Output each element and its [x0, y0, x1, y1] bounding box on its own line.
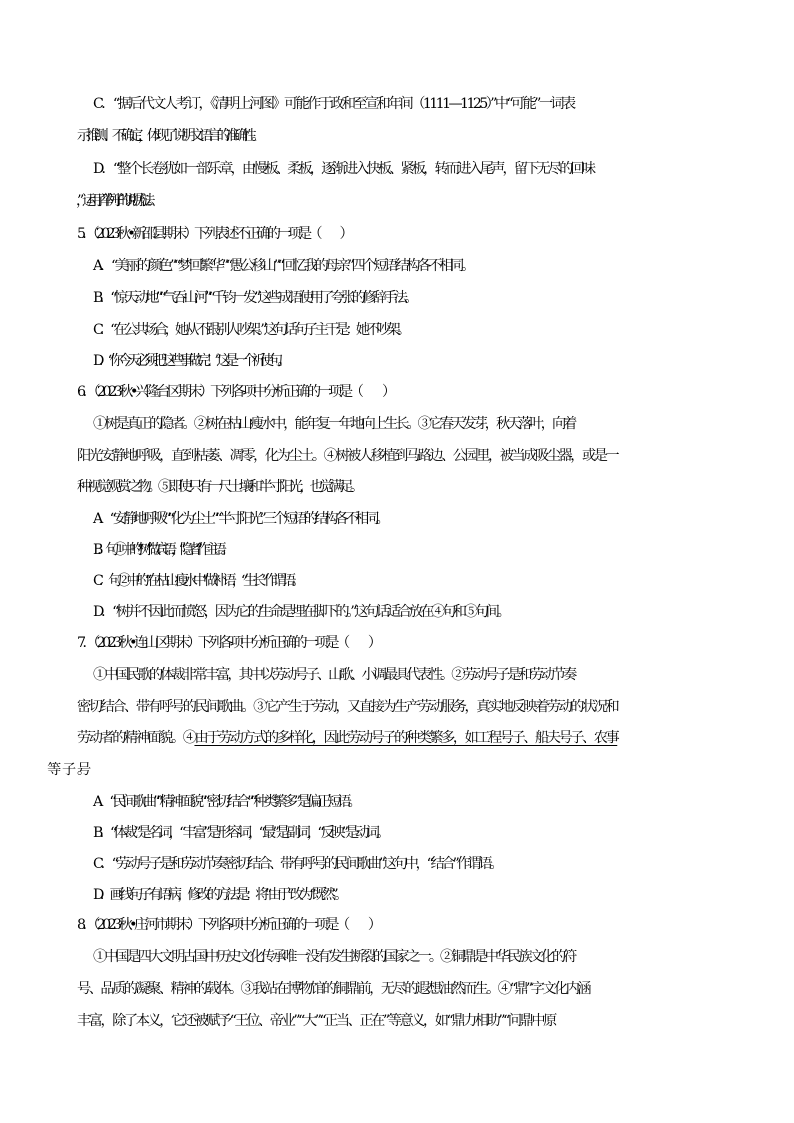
- underlined-sentence: 由于劳动方式的多样化，因此劳动号子的种类繁多，如工程号子、船夫号子、农事: [194, 730, 618, 746]
- q6-option-d: D．“树并不因此而愤怒，因为它的生命是埋在脚下的。”这句话适合放在④句和⑤句间。: [93, 604, 508, 620]
- q6-passage-line2: 阳光安静地呼吸，直到枯萎、凋零，化为尘土。④树被人移植到马路边、公园里，被当成吸尘器，或是一: [77, 448, 618, 464]
- q6-option-c: C．句②中的“在枯山瘦水中”做补语，“生长”作谓语。: [93, 573, 301, 589]
- question-7-stem: 7．（2023秋•连山区期末）下列各项中分析正确的一项是（ ）: [77, 635, 379, 651]
- q8-passage-line1: ①中国是四大文明古国中历史文化传承唯一没有发生断裂的国家之一。②铜鼎是中华民族文化的符: [93, 949, 575, 965]
- q6-option-a: A．“安静地呼吸”“化为尘土”“半寸阳光”三个短语的结构各不相同。: [93, 511, 386, 527]
- q7-option-d: D．画线句子有语病，修改的方法是：将“由于”改为“既然”。: [93, 887, 344, 903]
- q6-option-b: B．句①中的“树”做宾语，“隐者”作主语。: [93, 542, 229, 558]
- q4-option-c-line1: C．“据后代文人考订，《清明上河图》可能作于政和至宣和年间（1111—1125）”中“可能”一词表: [93, 96, 574, 112]
- q7-option-c: C．“劳动号子是和劳动节奏密切结合、带有呼号的民间歌曲”这句中，“结合”作谓语。: [93, 856, 501, 872]
- q5-option-d: D．“你今天必须把这些事做完！”这是一个祈使句。: [93, 353, 287, 369]
- q7-passage-line1: ①中国民歌的体裁非常丰富，其中以劳动号子、山歌、小调最具代表性。②劳动号子是和劳动节奏: [93, 667, 575, 683]
- q7-passage-line2: 密切结合、带有呼号的民间歌曲。③它产生于劳动，又直接为生产劳动服务，真实地反映着劳动的状况和: [77, 699, 618, 715]
- q5-option-b: B．“惊天动地”“气吞山河”“千钧一发”这些成语使用了夸张的修辞手法。: [93, 290, 415, 306]
- q7-option-a: A．“民间歌曲”“精神面貌”“密切结合”“种类繁多”是偏正短语。: [93, 794, 358, 810]
- q6-passage-line3: 种视觉观赏之物。⑤即使只有一尺土壤和半寸阳光，也觉满足。: [77, 479, 361, 495]
- question-5-stem: 5．（2023秋•新邵县期末）下列表述不正确的一项是（ ）: [77, 226, 350, 242]
- q5-option-c: C．“在公共场合，她从不跟别人吵架。”这句话句子主干是：她不吵架。: [93, 322, 408, 338]
- q6-passage-line1: ①树是真正的隐者。②树在枯山瘦水中，能年复一年地向上生长。③它春天发芽，秋天落叶，向着: [93, 416, 575, 432]
- q5-option-a: A．“美丽的颜色”“梦回繁华”“愚公移山”“回忆我的母亲”四个短语结构各不相同。: [93, 258, 473, 274]
- q7-passage-line3: 劳动者的精神面貌。④由于劳动方式的多样化，因此劳动号子的种类繁多，如工程号子、船夫号子、农事: [77, 730, 618, 746]
- question-8-stem: 8．（2023秋•庄河市期末）下列各项中分析正确的一项是（ ）: [77, 917, 379, 933]
- q7-option-b: B．“体裁”是名词，“丰富”是形容词，“最”是副词，“反映”是动词。: [93, 825, 387, 841]
- q8-passage-line3: 丰富，除了本义，它还被赋予“王位、帝业”“大”“正当、正在”等意义，如“鼎力相助”“问鼎中原: [77, 1013, 555, 1029]
- q8-passage-line2: 号、品质的凝聚、精神的载体。③我站在博物馆的铜鼎前，无尽的遐想油然而生。④“鼎”字文化内涵: [77, 981, 590, 997]
- question-6-stem: 6．（2023秋•兴隆台区期末）下列各项中分析正确的一项是（ ）: [77, 384, 393, 400]
- q4-option-c-line2: 示推测、不确定，体现了说明文语言的准确性。: [77, 128, 261, 144]
- q7-passage-line4: [0, 760, 794, 780]
- q4-option-d-line1: D．“整个长卷犹如一部乐章，由慢板、柔板，逐渐进入快板、紧板，转而进入尾声，留下无尽的回味: [93, 161, 594, 177]
- q4-option-d-line2: ”，运用了举例子的说明方法。: [77, 193, 154, 209]
